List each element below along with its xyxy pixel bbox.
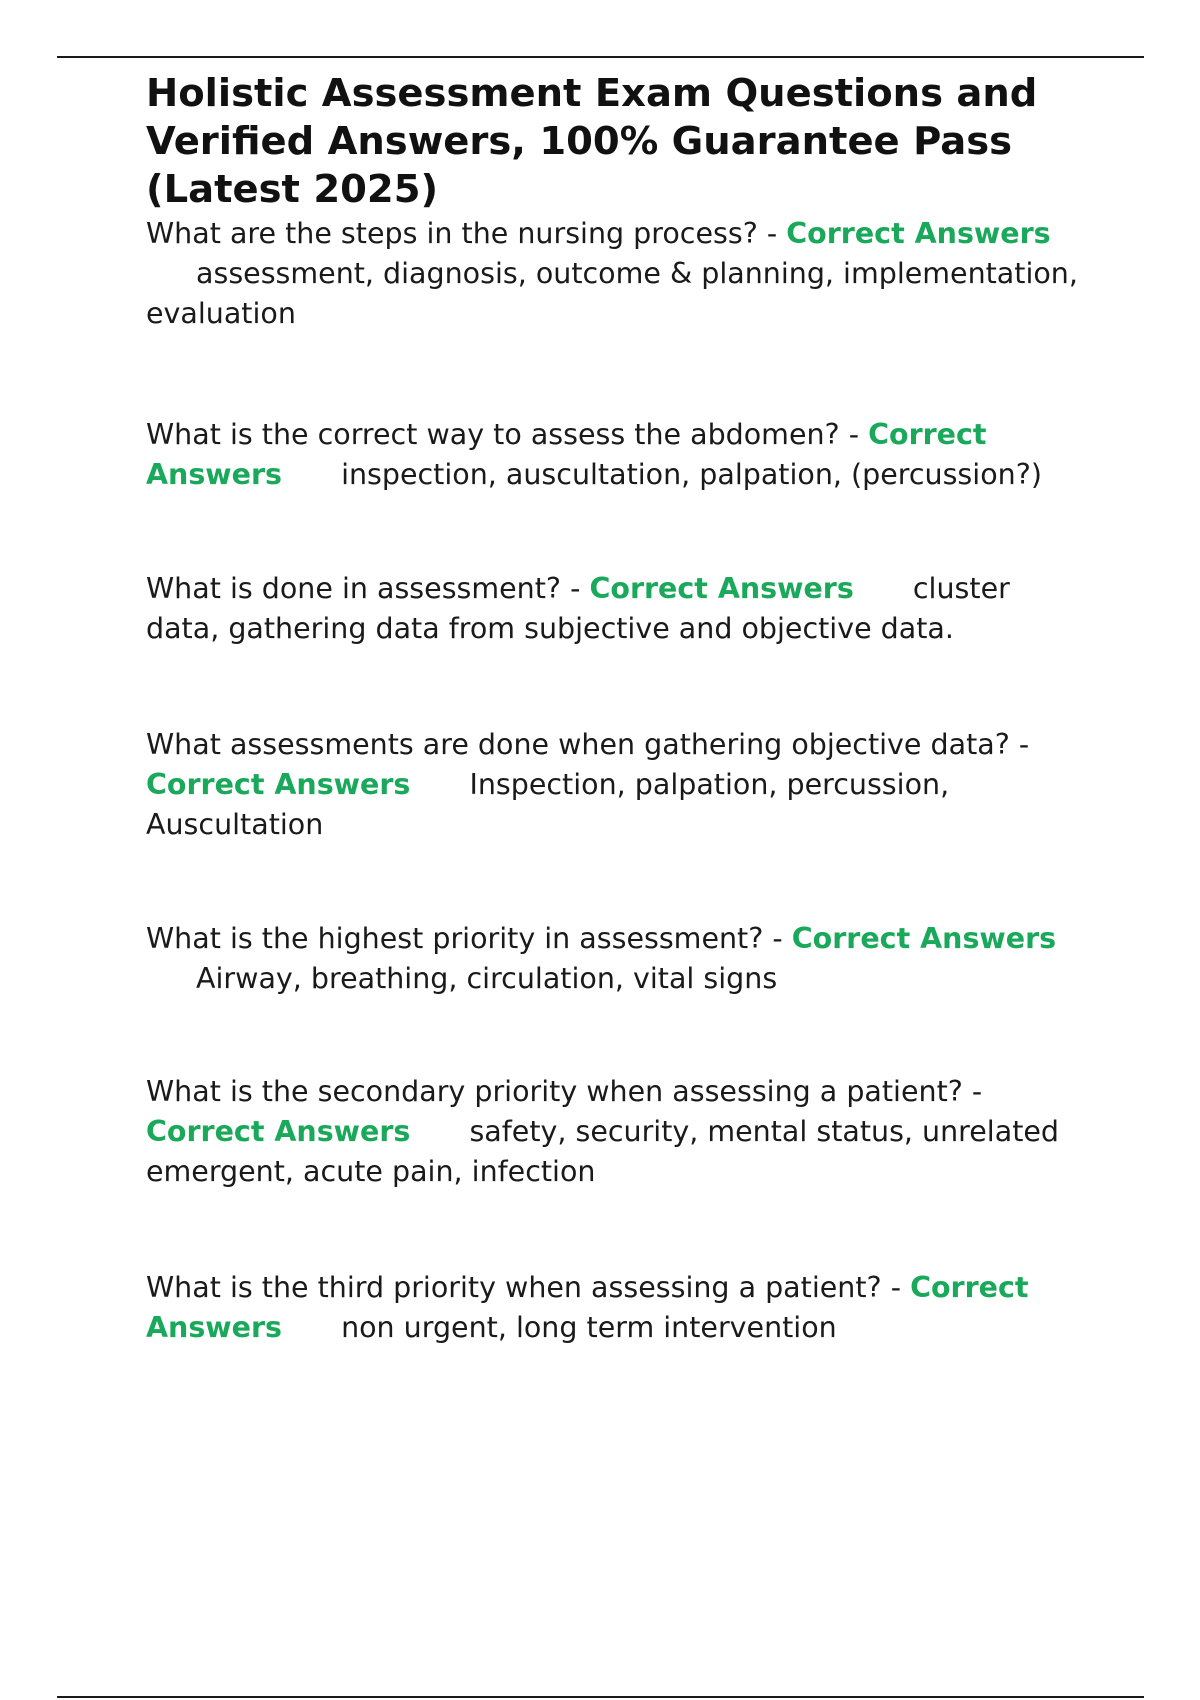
qa-item	[146, 1072, 1090, 1192]
correct-answers-label: Correct Answers	[589, 572, 854, 605]
correct-answers-label: Correct Answers	[146, 768, 411, 801]
answer-text: assessment, diagnosis, outcome & planning, implementation, evaluation	[146, 257, 1078, 330]
top-rule	[57, 56, 1144, 58]
answer-text: safety, security, mental status, unrelated emergent, acute pain, infection	[146, 1115, 1059, 1188]
answer-text: cluster data, gathering data from subjective and objective data.	[146, 572, 1010, 645]
question-text: What are the steps in the nursing process? -	[146, 217, 778, 250]
correct-answers-label: Correct Answers	[791, 922, 1057, 955]
question-text: What is the correct way to assess the abdomen? -	[146, 418, 860, 451]
answer-text: inspection, auscultation, palpation, (percussion?)	[341, 458, 1042, 491]
question-text: What is done in assessment? -	[146, 572, 581, 605]
answer-text: Inspection, palpation, percussion, Auscultation	[146, 768, 950, 841]
correct-answers-label: Correct Answers	[146, 418, 987, 491]
bottom-rule	[57, 1696, 1144, 1698]
question-text: What is the secondary priority when assessing a patient? -	[146, 1075, 983, 1108]
qa-list	[146, 214, 1090, 1348]
question-text: What assessments are done when gathering objective data? -	[146, 728, 1030, 761]
question-text: What is the third priority when assessing a patient? -	[146, 1271, 901, 1304]
document-title: Holistic Assessment Exam Questions and Verified Answers, 100% Guarantee Pass (Latest 2025)	[146, 71, 1038, 212]
correct-answers-label: Correct Answers	[146, 1271, 1029, 1344]
qa-item	[146, 415, 1090, 495]
correct-answers-label: Correct Answers	[786, 217, 1051, 250]
qa-item	[146, 919, 1090, 999]
question-text: What is the highest priority in assessment? -	[146, 922, 783, 955]
document-body	[146, 70, 1090, 1348]
correct-answers-label: Correct Answers	[146, 1115, 411, 1148]
qa-item	[146, 569, 1090, 649]
qa-item	[146, 725, 1090, 845]
answer-text: non urgent, long term intervention	[341, 1311, 837, 1344]
qa-item	[146, 214, 1090, 334]
qa-item	[146, 1268, 1090, 1348]
answer-text: Airway, breathing, circulation, vital signs	[196, 962, 778, 995]
